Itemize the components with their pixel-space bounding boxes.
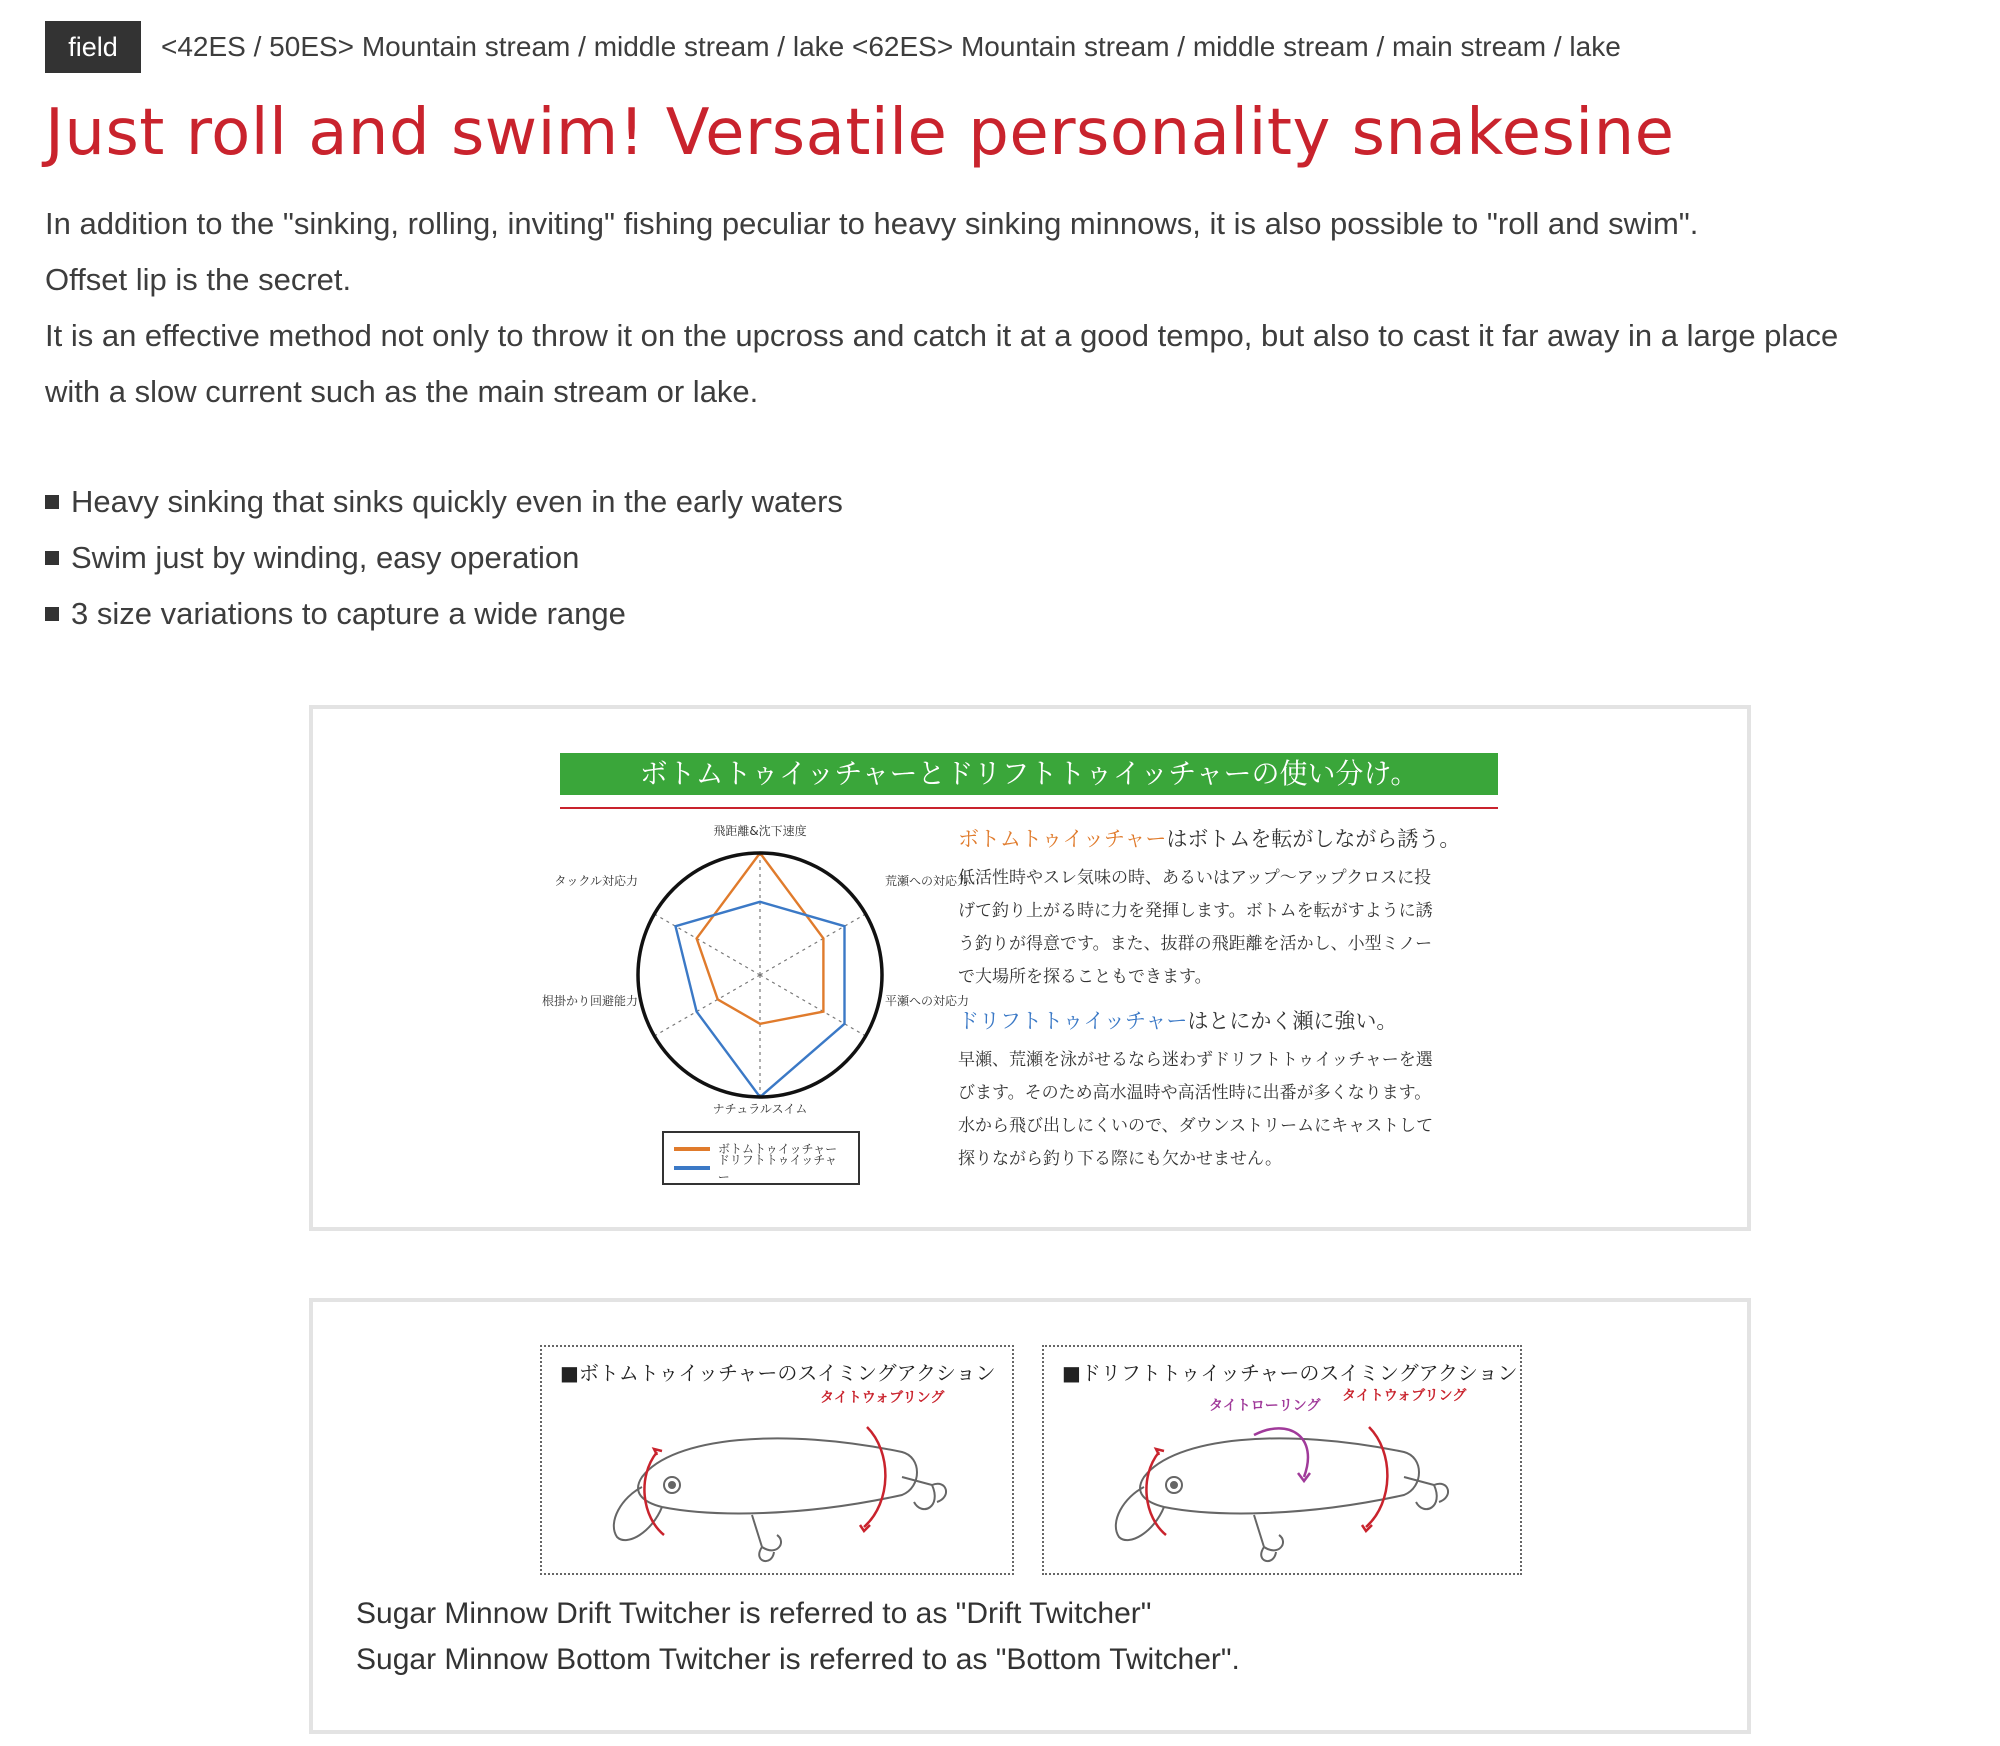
panel-title: ■ボトムトゥイッチャーのスイミングアクション (560, 1361, 996, 1385)
radar-axis-label: 平瀬への対応力 (885, 994, 970, 1008)
legend-row-drift (674, 1152, 848, 1184)
radar-axis-label: 根掛かり回避能力 (541, 994, 638, 1008)
radar-axis-label: タックル対応力 (554, 874, 638, 888)
bottom-twitcher-heading (958, 822, 1498, 856)
feature-item (45, 530, 843, 586)
description-line: with a slow current such as the main stream or lake. (45, 374, 759, 409)
description (45, 196, 1995, 420)
lure-illustration (602, 1407, 962, 1567)
bottom-twitcher-name: ボトムトゥイッチャー (958, 827, 1167, 851)
drift-twitcher-heading (958, 1004, 1498, 1038)
comparison-text (958, 822, 1498, 1186)
drift-twitcher-name: ドリフトトゥイッチャー (958, 1009, 1188, 1033)
body-line: びます。そのため高水温時や高活性時に出番が多くなります。 (958, 1083, 1432, 1103)
bottom-twitcher-body (958, 862, 1498, 994)
radar-axis-label: ナチュラルスイム (712, 1102, 808, 1116)
rolling-label: タイトローリング (1209, 1398, 1321, 1414)
legend-swatch-bottom (674, 1147, 710, 1151)
radar-axis-label: 荒瀬への対応力 (885, 874, 970, 888)
feature-item (45, 586, 843, 642)
legend-label: ドリフトトゥイッチャー (717, 1152, 837, 1184)
square-bullet-icon (45, 495, 59, 509)
legend-swatch-drift (674, 1166, 710, 1170)
radar-legend (662, 1131, 860, 1185)
field-badge: field (45, 21, 141, 73)
feature-list (45, 474, 843, 642)
description-line: It is an effective method not only to throw it on the upcross and catch it at a good tempo, but also to cast it far away in a large place (45, 318, 1839, 353)
square-bullet-icon (45, 607, 59, 621)
feature-text: Heavy sinking that sinks quickly even in the early waters (71, 484, 843, 519)
bottom-twitcher-action-panel (540, 1345, 1014, 1575)
body-line: 早瀬、荒瀬を泳がせるなら迷わずドリフトトゥイッチャーを選 (958, 1050, 1433, 1070)
drift-twitcher-body (958, 1044, 1498, 1176)
lure-illustration (1104, 1407, 1464, 1567)
body-line: 水から飛び出しにくいので、ダウンストリームにキャストして (958, 1116, 1434, 1136)
description-line: In addition to the "sinking, rolling, inviting" fishing peculiar to heavy sinking minnows, it is also possible to "roll and swim". (45, 206, 1699, 241)
field-row (45, 21, 1621, 73)
panel-title: ■ドリフトトゥイッチャーのスイミングアクション (1062, 1361, 1518, 1385)
comparison-divider (560, 807, 1498, 809)
body-line: げて釣り上がる時に力を発揮します。ボトムを転がすように誘 (958, 901, 1433, 921)
body-line: 探りながら釣り下る際にも欠かせません。 (958, 1149, 1283, 1169)
body-line: で大場所を探ることもできます。 (958, 967, 1212, 987)
drift-twitcher-action-panel (1042, 1345, 1522, 1575)
drift-twitcher-heading-rest: はとにかく瀬に強い。 (1187, 1009, 1398, 1033)
feature-text: Swim just by winding, easy operation (71, 540, 580, 575)
square-bullet-icon (45, 551, 59, 565)
page-title: Just roll and swim! Versatile personality snakesine (45, 96, 1675, 170)
note-line: Sugar Minnow Bottom Twitcher is referred to as "Bottom Twitcher". (356, 1643, 1240, 1676)
description-line: Offset lip is the secret. (45, 262, 352, 297)
body-line: う釣りが得意です。また、抜群の飛距離を活かし、小型ミノー (958, 934, 1433, 954)
legend-label: ボトムトゥイッチャー (718, 1142, 838, 1156)
field-text: <42ES / 50ES> Mountain stream / middle stream / lake <62ES> Mountain stream / middle stream / main stream / lake (161, 31, 1621, 62)
bottom-twitcher-heading-rest: はボトムを転がしながら誘う。 (1166, 827, 1461, 851)
naming-notes (356, 1591, 1240, 1683)
radar-spoke (760, 975, 866, 1036)
wobbling-label: タイトウォブリング (1342, 1388, 1467, 1404)
wobbling-label: タイトウォブリング (820, 1390, 945, 1406)
body-line: 低活性時やスレ気味の時、あるいはアップ〜アップクロスに投 (958, 868, 1432, 888)
feature-item (45, 474, 843, 530)
radar-axis-label: 飛距離&沈下速度 (713, 824, 807, 838)
comparison-banner: ボトムトゥイッチャーとドリフトトゥイッチャーの使い分け。 (560, 753, 1498, 795)
note-line: Sugar Minnow Drift Twitcher is referred to as "Drift Twitcher" (356, 1597, 1152, 1630)
feature-text: 3 size variations to capture a wide range (71, 596, 626, 631)
